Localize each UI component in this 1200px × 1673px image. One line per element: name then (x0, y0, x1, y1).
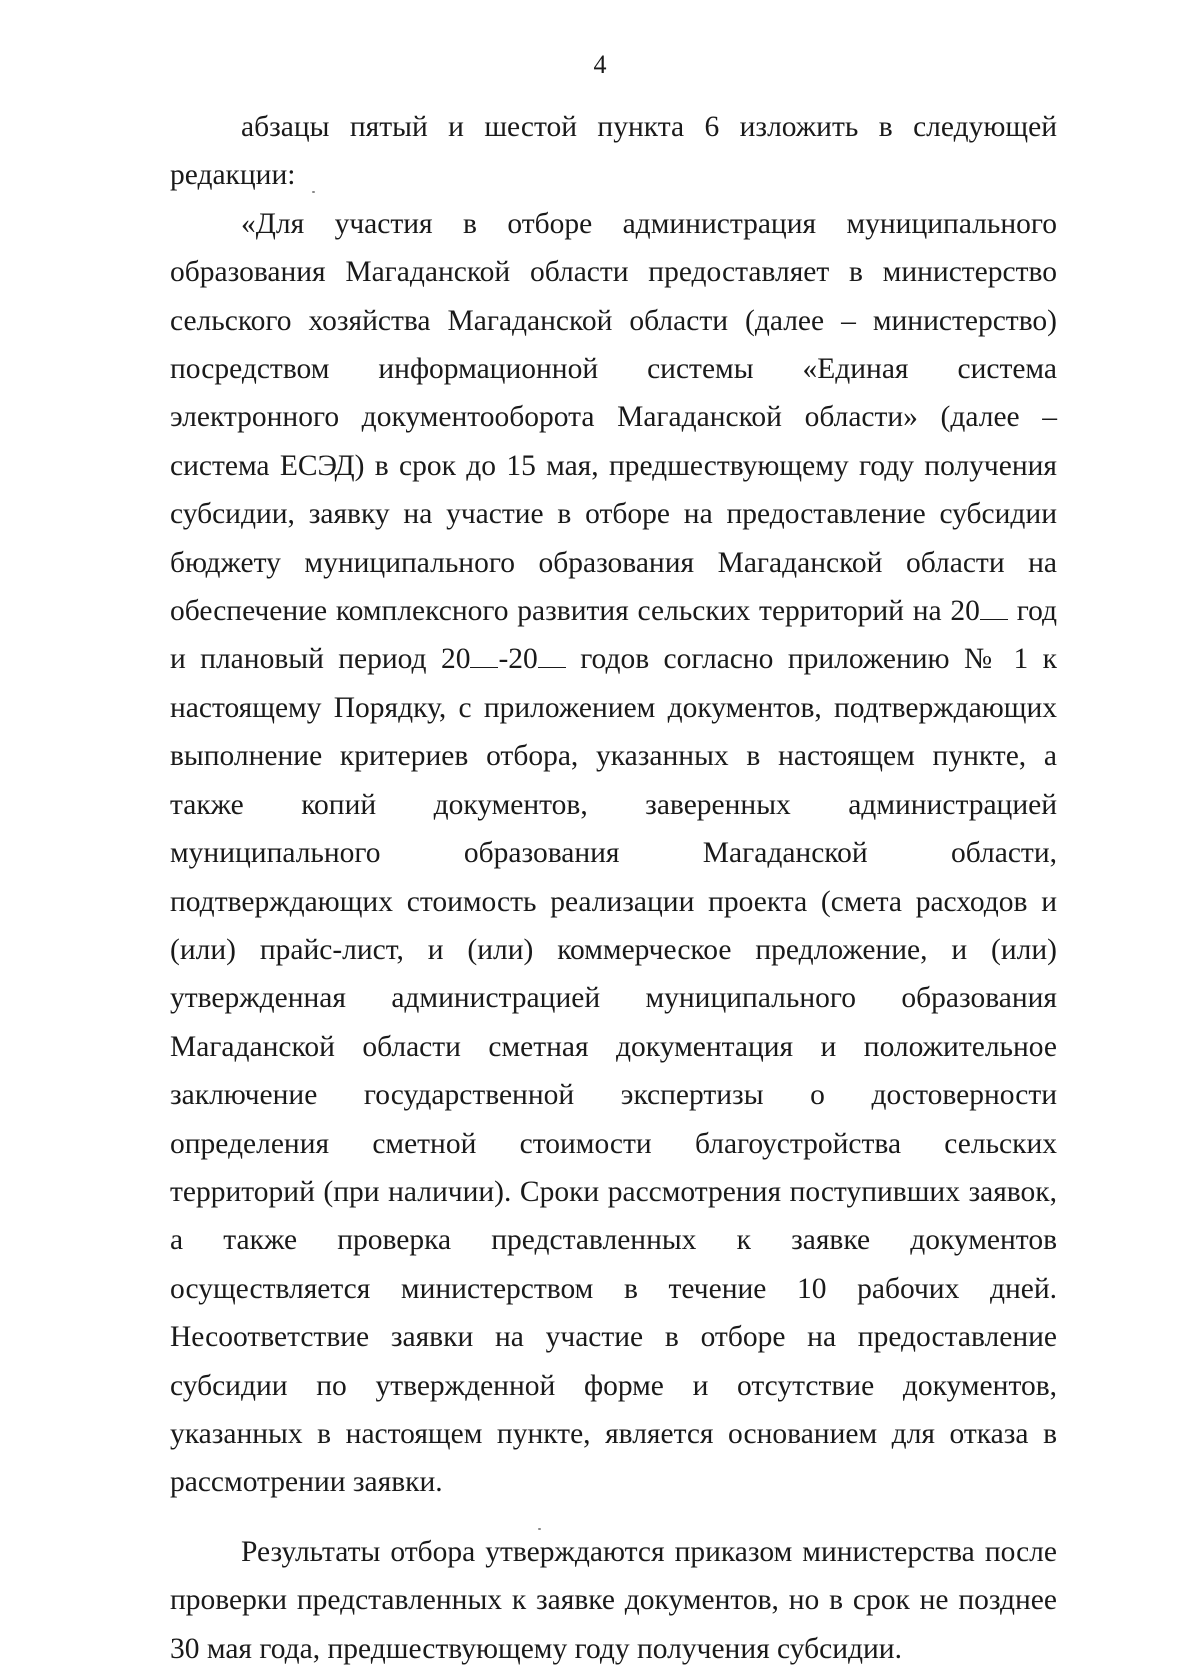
scan-speck (312, 191, 315, 193)
scan-speck (538, 1528, 541, 1530)
blank-line (470, 637, 498, 669)
text-segment: -20 (498, 643, 538, 676)
text-segment: годов согласно приложению № 1 к настоящему Порядку, с приложением документов, подтверждающих выполнение критериев отбора, указанных в настоящем пункте, а также копий документов, заверенных администрацией муниципального образования Магаданской области, подтверждающих стоимость реализации проекта (смета расходов и (или) прайс-лист, и (или) коммерческое предложение, и (или) утвержденная администрацией муниципального образования Магаданской области сметная документация и положительное заключение государственной экспертизы о достоверности определения сметной стоимости благоустройства сельских территорий (при наличии). Сроки рассмотрения поступивших заявок, а также проверка представленных к заявке документов осуществляется министерством в течение 10 рабочих дней. Несоответствие заявки на участие в отборе на предоставление субсидии по утвержденной форме и отсутствие документов, указанных в настоящем пункте, является основанием для отказа в рассмотрении заявки. (170, 643, 1057, 1499)
blank-line (980, 588, 1008, 620)
text-segment: «Для участия в отборе администрация муниципального образования Магаданской области предоставляет в министерство сельского хозяйства Магаданской области (далее – министерство) посредством информационной системы «Единая система электронного документооборота Магаданской области» (далее – система ЕСЭД) в срок до 15 мая, предшествующему году получения субсидии, заявку на участие в отборе на предоставление субсидии бюджету муниципального образования Магаданской области на обеспечение комплексного развития сельских территорий на 20 (170, 207, 1057, 628)
blank-line (538, 637, 566, 669)
page-number: 4 (593, 50, 607, 79)
document-body (170, 103, 1057, 1673)
paragraph-amended-text (170, 200, 1057, 1507)
paragraph-results: Результаты отбора утверждаются приказом министерства после проверки представленных к заявке документов, но в срок не позднее 30 мая года, предшествующему году получения субсидии. (170, 1535, 1057, 1665)
text-segment: год и плановый период 20 (170, 595, 1058, 676)
paragraph-intro: абзацы пятый и шестой пункта 6 изложить в следующей редакции: (170, 111, 1057, 192)
